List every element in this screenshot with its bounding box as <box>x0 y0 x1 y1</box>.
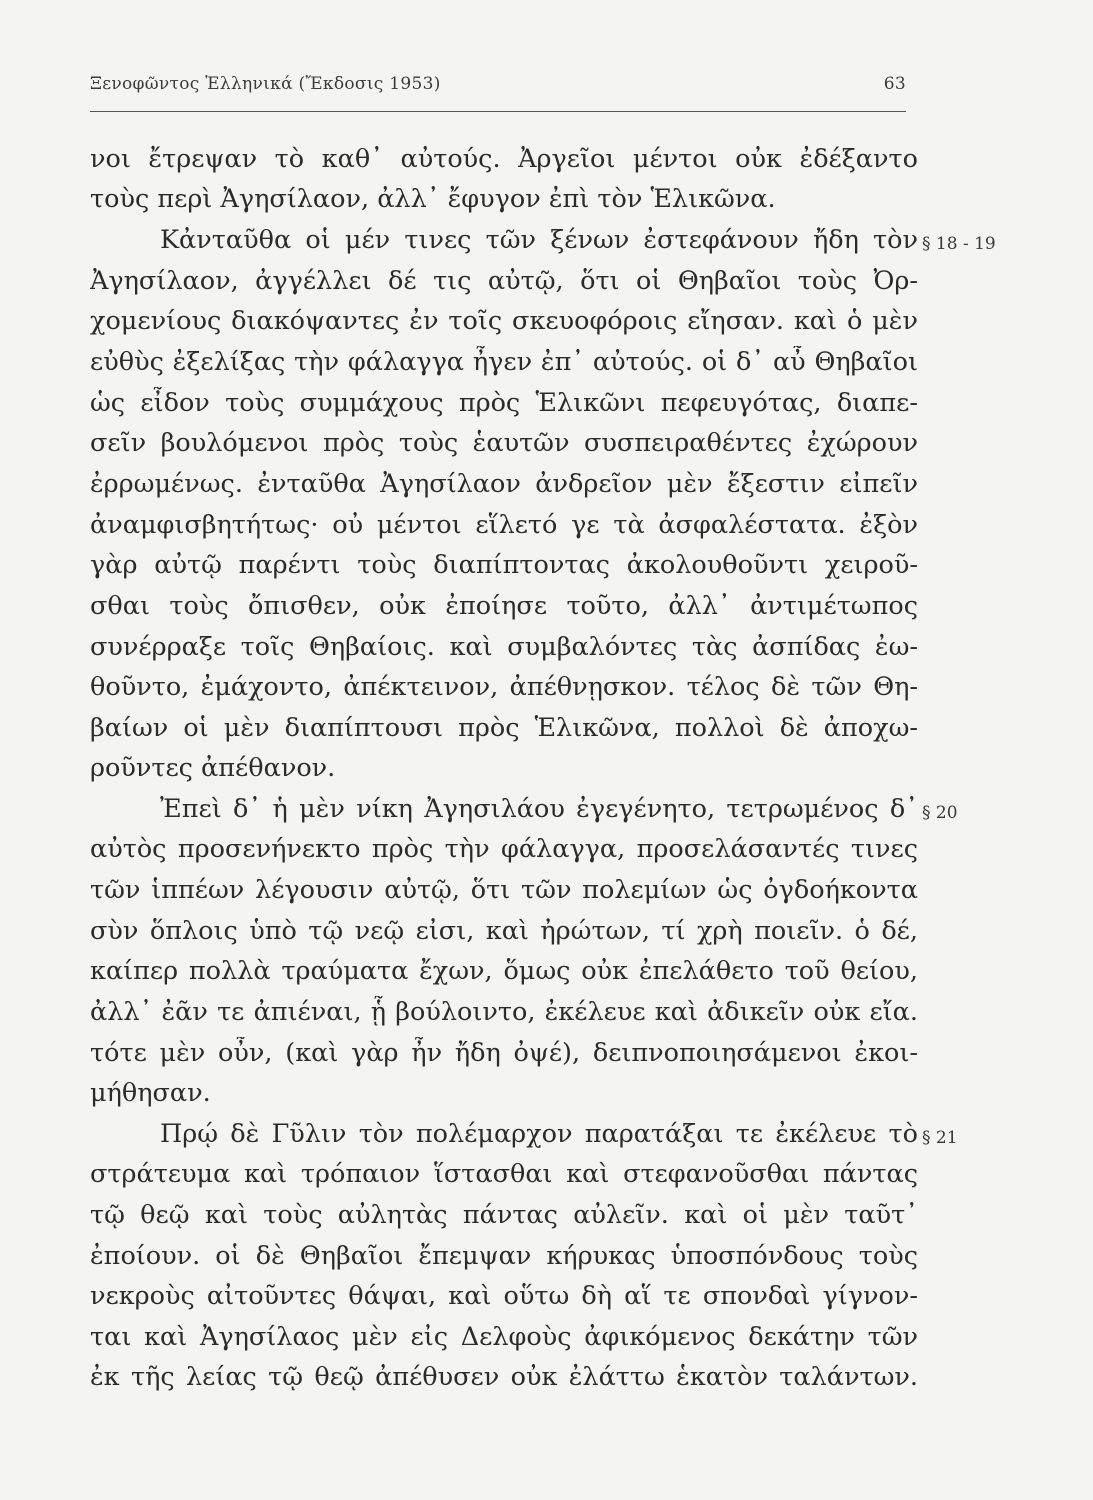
text-line: σεῖν βουλόμενοι πρὸς τοὺς ἑαυτῶν συσπειραθέντες ἐχώρουν <box>90 428 918 458</box>
text-line: ροῦντες ἀπέθανον. <box>90 753 336 783</box>
text-line: ἐποίουν. οἱ δὲ Θηβαῖοι ἔπεμψαν κήρυκας ὑποσπόνδους τοὺς <box>90 1241 918 1271</box>
text-line: τῷ θεῷ καὶ τοὺς αὐλητὰς πάντας αὐλεῖν. καὶ οἱ μὲν ταῦτ᾿ <box>90 1200 918 1230</box>
text-line: γὰρ αὐτῷ παρέντι τοὺς διαπίπτοντας ἀκολουθοῦντι χειροῦ- <box>90 550 918 580</box>
section-ref-21: § 21 <box>922 1128 958 1148</box>
running-head <box>90 74 906 98</box>
text-line: Ἀγησίλαον, ἀγγέλλει δέ τις αὐτῷ, ὅτι οἱ Θηβαῖοι τοὺς Ὀρ- <box>90 266 918 296</box>
text-line: Πρῴ δὲ Γῦλιν τὸν πολέμαρχον παρατάξαι τε ἐκέλευε τὸ <box>160 1119 918 1149</box>
text-line: τῶν ἱππέων λέγουσιν αὐτῷ, ὅτι τῶν πολεμίων ὡς ὀγδοήκοντα <box>90 875 918 905</box>
section-ref-20: § 20 <box>922 803 958 823</box>
text-line: εὐθὺς ἐξελίξας τὴν φάλαγγα ἦγεν ἐπ᾿ αὐτούς. οἱ δ᾿ αὖ Θηβαῖοι <box>90 347 918 377</box>
text-line: βαίων οἱ μὲν διαπίπτουσι πρὸς Ἑλικῶνα, πολλοὶ δὲ ἀποχω- <box>90 713 918 743</box>
text-line: καίπερ πολλὰ τραύματα ἔχων, ὅμως οὐκ ἐπελάθετο τοῦ θείου, <box>90 956 918 986</box>
text-line: ὡς εἶδον τοὺς συμμάχους πρὸς Ἑλικῶνι πεφευγότας, διαπε- <box>90 388 918 418</box>
text-line: ται καὶ Ἀγησίλαος μὲν εἰς Δελφοὺς ἀφικόμενος δεκάτην τῶν <box>90 1322 918 1352</box>
text-line: μήθησαν. <box>90 1078 211 1108</box>
header-rule <box>90 111 906 112</box>
text-line: ἐρρωμένως. ἐνταῦθα Ἀγησίλαον ἀνδρεῖον μὲν ἔξεστιν εἰπεῖν <box>90 469 918 499</box>
text-line: σὺν ὅπλοις ὑπὸ τῷ νεῷ εἰσι, καὶ ἠρώτων, τί χρὴ ποιεῖν. ὁ δέ, <box>90 916 918 946</box>
text-line: ἀλλ᾿ ἐᾶν τε ἀπιέναι, ᾗ βούλοιντο, ἐκέλευε καὶ ἀδικεῖν οὐκ εἴα. <box>90 997 918 1027</box>
text-line: νοι ἔτρεψαν τὸ καθ᾿ αὐτούς. Ἀργεῖοι μέντοι οὐκ ἐδέξαντο <box>90 144 918 174</box>
text-line: ἐκ τῆς λείας τῷ θεῷ ἀπέθυσεν οὐκ ἐλάττω ἑκατὸν ταλάντων. <box>90 1362 918 1392</box>
text-line: στράτευμα καὶ τρόπαιον ἵστασθαι καὶ στεφανοῦσθαι πάντας <box>90 1159 918 1189</box>
text-line: ἀναμφισβητήτως· οὐ μέντοι εἵλετό γε τὰ ἀσφαλέστατα. ἐξὸν <box>90 510 918 540</box>
section-ref-18-19: § 18 - 19 <box>922 234 996 254</box>
text-line: σθαι τοὺς ὄπισθεν, οὐκ ἐποίησε τοῦτο, ἀλλ᾿ ἀντιμέτωπος <box>90 591 918 621</box>
text-line: χομενίους διακόψαντες ἐν τοῖς σκευοφόροις εἴησαν. καὶ ὁ μὲν <box>90 306 918 336</box>
text-line: θοῦντο, ἐμάχοντο, ἀπέκτεινον, ἀπέθνῃσκον. τέλος δὲ τῶν Θη- <box>90 672 918 702</box>
text-line: Κἀνταῦθα οἱ μέν τινες τῶν ξένων ἐστεφάνουν ἤδη τὸν <box>160 225 918 255</box>
text-line: νεκροὺς αἰτοῦντες θάψαι, καὶ οὕτω δὴ αἵ τε σπονδαὶ γίγνον- <box>90 1281 918 1311</box>
text-line: αὐτὸς προσενήνεκτο πρὸς τὴν φάλαγγα, προσελάσαντές τινες <box>90 834 918 864</box>
text-line: Ἐπεὶ δ᾿ ἡ μὲν νίκη Ἀγησιλάου ἐγεγένητο, τετρωμένος δ᾿ <box>160 794 918 824</box>
text-line: τοὺς περὶ Ἀγησίλαον, ἀλλ᾿ ἔφυγον ἐπὶ τὸν Ἑλικῶνα. <box>90 184 776 214</box>
page-number: 63 <box>883 74 906 94</box>
text-line: συνέρραξε τοῖς Θηβαίοις. καὶ συμβαλόντες τὰς ἀσπίδας ἐω- <box>90 632 918 662</box>
text-line: τότε μὲν οὖν, (καὶ γὰρ ἦν ἤδη ὀψέ), δειπνοποιησάμενοι ἐκοι- <box>90 1038 918 1068</box>
running-head-title: Ξενοφῶντος Ἑλληνικά (Ἔκδοσις 1953) <box>90 74 441 94</box>
